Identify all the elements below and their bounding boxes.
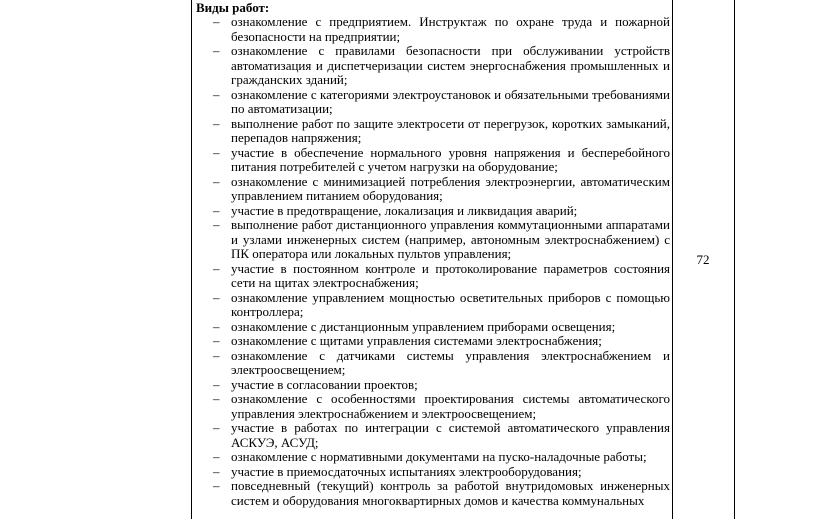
list-bullet: – — [213, 463, 220, 479]
list-bullet: – — [213, 347, 220, 363]
list-item-text: выполнение работ по защите электросети от перегрузок, коротких замыканий, перепадов напряжения; — [231, 115, 670, 145]
list-bullet: – — [213, 333, 220, 348]
list-item-text: ознакомление с щитами управления системами электроснабжения; — [231, 333, 602, 348]
list-item — [213, 260, 670, 291]
list-item — [213, 347, 670, 378]
list-item-text: ознакомление управлением мощностью осветительных приборов с помощью контроллера; — [231, 289, 670, 319]
list-item-text: ознакомление с правилами безопасности при обслуживании устройств автоматизация и диспетчеризации систем энергоснабжения промышленных и гражданских зданий; — [231, 43, 670, 87]
list-item-text: участие в приемосдаточных испытаниях электрооборудования; — [231, 463, 582, 479]
list-bullet: – — [213, 14, 220, 29]
list-item-text: ознакомление с нормативными документами на пуско-наладочные работы; — [231, 449, 647, 464]
list-bullet: – — [213, 202, 220, 218]
list-item — [213, 463, 670, 480]
list-item-text: ознакомление с датчиками системы управления электроснабжением и электроосвещением; — [231, 347, 670, 377]
list-item-text: ознакомление с особенностями проектирования системы автоматического управления электроснабжением и электроосвещением; — [231, 391, 670, 421]
list-bullet: – — [213, 478, 220, 493]
list-item-text: ознакомление с минимизацией потребления электроэнергии, автоматическим управлением питанием оборудования; — [231, 173, 670, 203]
list-bullet: – — [213, 420, 220, 435]
list-item-text: повседневный (текущий) контроль за работой внутридомовых инженерных систем и оборудования многоквартирных домов и качества коммунальных — [231, 478, 670, 508]
list-item — [213, 144, 670, 175]
list-item — [213, 43, 670, 88]
list-item — [213, 478, 670, 508]
list-item — [213, 289, 670, 320]
list-item — [213, 391, 670, 421]
hours-value: 72 — [696, 252, 710, 267]
list-bullet: – — [213, 115, 220, 131]
list-item — [213, 333, 670, 349]
list-item-text: участие в работах по интеграции с системой автоматического управления АСКУЭ, АСУД; — [231, 420, 670, 450]
list-item-text: ознакомление с предприятием. Инструктаж по охране труда и пожарной безопасности на предприятии; — [231, 14, 670, 44]
work-types-heading: Виды работ: — [196, 0, 270, 15]
list-item — [213, 173, 670, 204]
work-types-list — [0, 15, 670, 508]
list-item-text: участие в обеспечение нормального уровня напряжения и бесперебойного питания потребителей с учетом нагрузки на оборудование; — [231, 144, 670, 174]
list-item — [213, 420, 670, 450]
list-bullet: – — [213, 43, 220, 58]
list-bullet: – — [213, 217, 220, 232]
list-item — [213, 318, 670, 335]
list-item-text: участие в согласовании проектов; — [231, 376, 418, 392]
list-item — [213, 217, 670, 262]
list-item — [213, 86, 670, 117]
list-bullet: – — [213, 391, 220, 406]
list-item-text: ознакомление с дистанционным управлением приборами освещения; — [231, 318, 616, 334]
list-bullet: – — [213, 86, 220, 102]
list-bullet: – — [213, 289, 220, 305]
list-bullet: – — [213, 449, 220, 464]
list-bullet: – — [213, 144, 220, 160]
list-bullet: – — [213, 318, 220, 334]
list-item — [213, 14, 670, 44]
list-item-text: участие в предотвращение, локализация и ликвидация аварий; — [231, 202, 578, 218]
list-item — [213, 115, 670, 146]
list-item-text: участие в постоянном контроле и протоколирование параметров состояния сети на щитах электроснабжения; — [231, 260, 670, 290]
list-bullet: – — [213, 173, 220, 189]
table-border-right — [734, 0, 735, 519]
list-item — [213, 376, 670, 393]
list-bullet: – — [213, 260, 220, 276]
list-item-text: ознакомление с категориями электроустановок и обязательными требованиями по автоматизации; — [231, 86, 670, 116]
list-item-text: выполнение работ дистанционного управления коммутационными аппаратами и узлами инженерных систем (например, автономным электроснабжением) с ПК оператора или локальных пультов управления; — [231, 217, 670, 261]
list-bullet: – — [213, 376, 220, 392]
list-item — [213, 449, 670, 465]
list-item — [213, 202, 670, 219]
